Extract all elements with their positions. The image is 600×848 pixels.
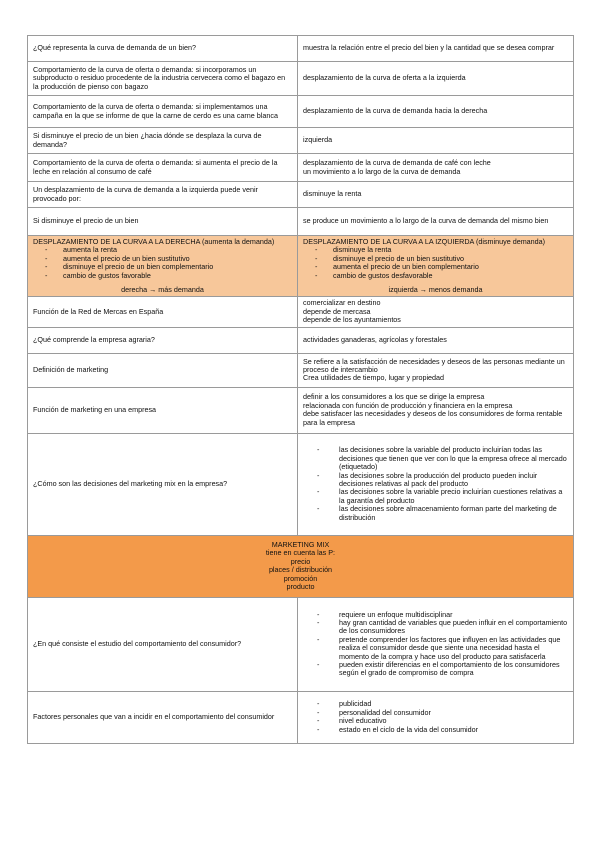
marketing-mix-item: places / distribución [268,565,333,575]
answer-line: muestra la relación entre el precio del bien y la cantidad que se desea comprar [303,43,555,53]
table-row [28,36,574,62]
behavior-answer-cell [298,597,574,691]
mix-answer-item: - las decisiones sobre la variable precio incluirían cuestiones relativas a la garantía del producto [303,488,568,505]
answer-cell [298,387,574,433]
table-row [28,433,574,535]
answer-line: debe satisfacer las necesidades y deseos de los consumidores de forma rentable para la empresa [303,409,563,427]
answer-cell [298,208,574,236]
answer-line: disminuye la renta [303,189,362,199]
answer-line: depende de mercasa [303,306,371,316]
answer-cell [298,327,574,353]
answer-line: Crea utilidades de tiempo, lugar y propiedad [303,373,445,383]
question-cell: ¿Qué representa la curva de demanda de un bien? [28,36,298,62]
table-row [28,327,574,353]
answer-line: definir a los consumidores a los que se dirige la empresa [303,392,485,402]
behavior-answer-item: - hay gran cantidad de variables que pueden influir en el comportamiento de los consumidores [303,619,568,636]
marketing-mix-item: precio [290,556,311,566]
personal-answer-item: - estado en el ciclo de la vida del consumidor [303,726,568,734]
shift-right-item: - aumenta la renta [33,246,292,254]
table-row [28,96,574,128]
table-row [28,62,574,96]
table-row [28,154,574,182]
mix-answer-item: - las decisiones sobre la variable del producto incluirían todas las decisiones que tienen que ver con lo que la empresa ofrece al mercado (etiquetado) [303,446,568,471]
shift-left-item: - cambio de gustos desfavorable [303,272,568,280]
table-row [28,691,574,743]
personal-answer-list [303,700,568,734]
behavior-answer-item: - pueden existir diferencias en el comportamiento de los consumidores según el grado de compromiso de compra [303,661,568,678]
shift-right-item: - disminuye el precio de un bien complementario [33,263,292,271]
table-row [28,128,574,154]
marketing-mix-box [28,535,574,597]
answer-line: relacionada con función de producción y financiera en la empresa [303,400,513,410]
behavior-answer-list [303,611,568,678]
answer-line: un movimiento a lo largo de la curva de demanda [303,166,461,176]
answer-line: actividades ganaderas, agrícolas y forestales [303,334,447,344]
answer-cell [298,353,574,387]
marketing-mix-subtitle: tiene en cuenta las P: [265,548,336,558]
personal-answer-item: - nivel educativo [303,717,568,725]
question-cell: Un desplazamiento de la curva de demanda a la izquierda puede venir provocado por: [28,182,298,208]
answer-cell [298,182,574,208]
personal-answer-item: - personalidad del consumidor [303,709,568,717]
mix-answer-list [303,446,568,522]
shift-right-footer: derecha → más demanda [121,285,204,295]
answer-cell [298,297,574,327]
question-cell: Si disminuye el precio de un bien [28,208,298,236]
shift-left-item: - disminuye el precio de un bien sustitutivo [303,255,568,263]
answer-cell [298,96,574,128]
answer-line: izquierda [303,135,333,145]
table-row [28,297,574,327]
answer-line: desplazamiento de la curva de demanda hacia la derecha [303,106,488,116]
marketing-mix-item: promoción [283,573,318,583]
answer-line: se produce un movimiento a lo largo de la curva de demanda del mismo bien [303,216,549,226]
shift-right-item: - aumenta el precio de un bien sustitutivo [33,255,292,263]
mix-question: ¿Cómo son las decisiones del marketing mix en la empresa? [28,433,298,535]
mix-answer-item: - las decisiones sobre almacenamiento forman parte del marketing de distribución [303,505,568,522]
table-row [28,182,574,208]
table-row [28,387,574,433]
shift-left-footer: izquierda → menos demanda [388,285,483,295]
demand-shift-row [28,236,574,297]
shift-left-title: DESPLAZAMIENTO DE LA CURVA A LA IZQUIERDA (disminuye demanda) [303,237,546,246]
shift-right-list [33,246,292,280]
behavior-answer-item: - requiere un enfoque multidisciplinar [303,611,568,619]
question-cell: Si disminuye el precio de un bien ¿hacia dónde se desplaza la curva de demanda? [28,128,298,154]
question-cell: Comportamiento de la curva de oferta o demanda: si aumenta el precio de la leche en relación al consumo de café [28,154,298,182]
marketing-mix-row [28,535,574,597]
question-cell: Función de la Red de Mercas en España [28,297,298,327]
answer-cell [298,62,574,96]
personal-answer-cell [298,691,574,743]
answer-line: desplazamiento de la curva de oferta a la izquierda [303,73,466,83]
marketing-mix-items [33,558,568,592]
question-cell: Comportamiento de la curva de oferta o demanda: si incorporamos un subproducto o residuo procedente de la industria cervecera como el bagazo en la producción de pienso con bagazo [28,62,298,96]
shift-left-list [303,246,568,280]
shift-left-item: - aumenta el precio de un bien complementario [303,263,568,271]
marketing-mix-item: producto [286,581,315,591]
answer-line: depende de los ayuntamientos [303,315,401,325]
table-row [28,597,574,691]
shift-left-cell [298,236,574,297]
shift-right-cell [28,236,298,297]
mix-answer-item: - las decisiones sobre la producción del producto pueden incluir decisiones relativas al pack del producto [303,472,568,489]
question-cell: Definición de marketing [28,353,298,387]
answer-cell [298,36,574,62]
shift-left-item: - disminuye la renta [303,246,568,254]
question-cell: ¿Qué comprende la empresa agraria? [28,327,298,353]
personal-question: Factores personales que van a incidir en el comportamiento del consumidor [28,691,298,743]
shift-right-item: - cambio de gustos favorable [33,272,292,280]
table-row [28,208,574,236]
answer-cell [298,128,574,154]
personal-answer-item: - publicidad [303,700,568,708]
answer-cell [298,154,574,182]
answer-line: Se refiere a la satisfacción de necesidades y deseos de las personas mediante un proceso de intercambio [303,356,565,374]
marketing-mix-title: MARKETING MIX [271,539,330,549]
behavior-question: ¿En qué consiste el estudio del comportamiento del consumidor? [28,597,298,691]
answer-line: desplazamiento de la curva de demanda de café con leche [303,158,491,168]
answer-line: comercializar en destino [303,298,381,308]
question-cell: Comportamiento de la curva de oferta o demanda: si implementamos una campaña en la que se informe de que la carne de cerdo es una carne blanca [28,96,298,128]
table-row [28,353,574,387]
behavior-answer-item: - pretende comprender los factores que influyen en las actividades que realiza el consumidor desde que siente una necesidad hasta el momento de la compra y hace uso del producto para satisfacerla [303,636,568,661]
study-notes-table [27,35,574,744]
question-cell: Función de marketing en una empresa [28,387,298,433]
shift-right-title: DESPLAZAMIENTO DE LA CURVA A LA DERECHA (aumenta la demanda) [33,237,275,246]
mix-answer-cell [298,433,574,535]
